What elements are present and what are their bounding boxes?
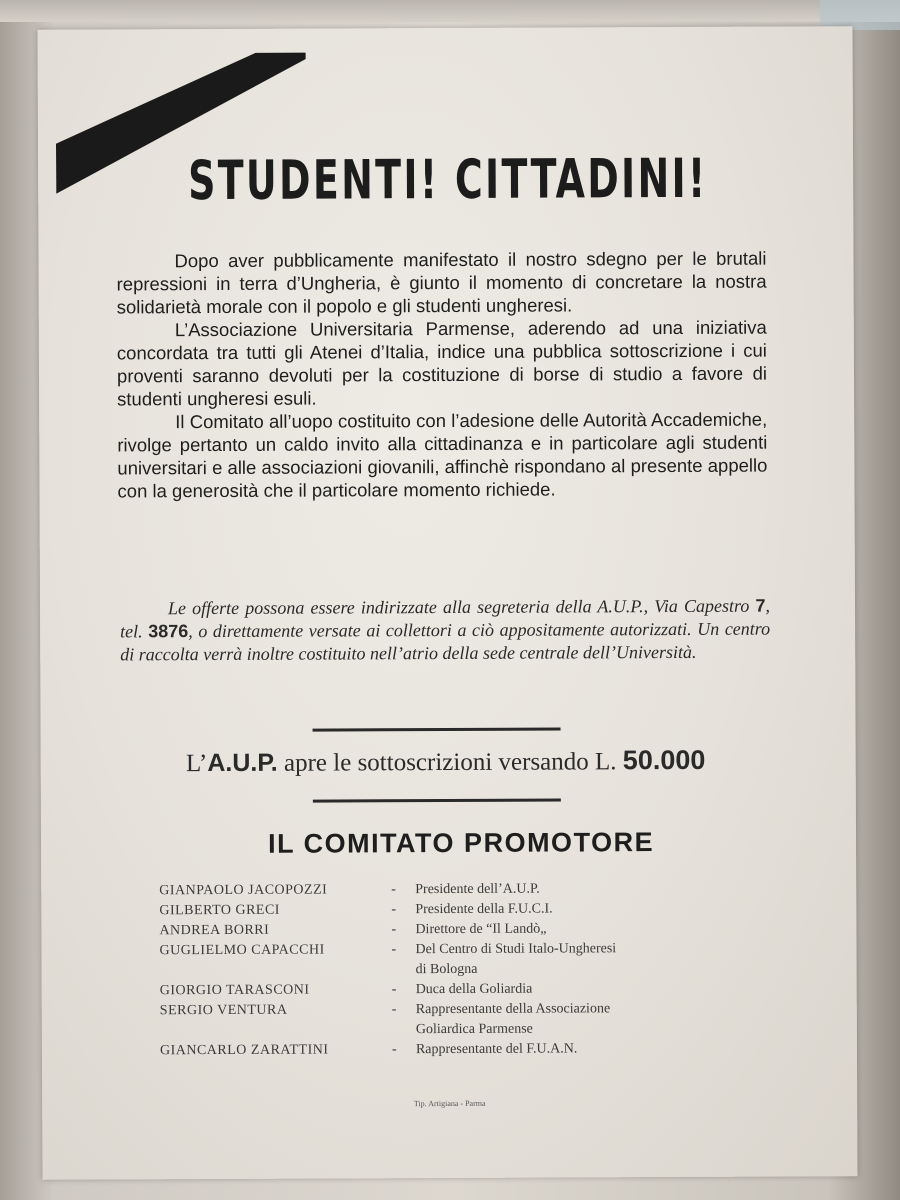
printer-credit: Tip. Artigiana - Parma [413,1098,486,1109]
member-role [415,899,749,920]
role-line: di Bologna [415,961,478,978]
street-number: 7 [755,595,766,616]
list-item [159,899,749,922]
separator: - [391,942,397,958]
poster-sheet [37,26,857,1180]
list-item [159,879,749,902]
role-line: Goliardica Parmense [415,1021,533,1038]
member-role [416,979,750,1000]
role-line: Duca della Goliardia [415,981,533,998]
member-role [416,1039,750,1060]
divider-top [313,728,561,732]
list-item [160,1039,750,1062]
offers-note-text: Le offerte possona essere indirizzate alla segreteria della A.U.P., Via Capestro [167,595,750,619]
pledge-prefix: L’ [185,750,208,778]
separator: - [391,1042,397,1058]
pledge-org: A.U.P. [207,748,278,778]
member-role [415,939,749,980]
list-item [160,979,750,1002]
separator: - [391,902,397,918]
committee-list [159,879,750,1062]
pledge-text: apre le sottoscrizioni versando L. [277,748,623,777]
role-line: Del Centro di Studi Italo-Ungheresi [415,941,617,958]
member-role [415,919,749,940]
pledge-amount: 50.000 [622,744,706,776]
divider-bottom [313,799,561,803]
paragraph: L’Associazione Universitaria Parmense, aderendo ad una iniziativa concordata tra tutti gli Atenei d’Italia, indice una pubblica sottoscrizione i cui proventi saranno devoluti per la costituzione di borse di studio a favore di studenti ungheresi esuli. [116,316,768,410]
role-line: Presidente dell’A.U.P. [415,881,540,898]
page-title: STUDENTI! CITTADINI! [188,146,708,213]
separator: - [391,1002,397,1018]
pledge-line [101,745,791,779]
member-name: ANDREA BORRI [159,922,270,939]
role-line: Rappresentante della Associazione [415,1001,611,1018]
committee-title: IL COMITATO PROMOTORE [267,827,655,859]
member-name: GIANPAOLO JACOPOZZI [159,882,328,899]
member-name: SERGIO VENTURA [159,1002,288,1019]
separator: - [391,922,397,938]
role-line: Rappresentante del F.U.A.N. [415,1041,578,1058]
phone-number: 3876 [148,621,189,642]
paragraph: Il Comitato all’uopo costituito con l’adesione delle Autorità Accademiche, rivolge pertanto un caldo invito alla cittadinanza e in particolare agli studenti universitari e alle associazioni giovanili, affinchè rispondano al presente appello con la generosità che il particolare momento richiede. [117,408,768,502]
offers-note-text: , o direttamente versate ai collettori a ciò appositamente autorizzati. Un centro di raccolta verrà inoltre costituito nell’atrio della sede centrale dell’Università. [120,618,771,665]
separator: - [391,882,396,898]
member-role [416,999,750,1040]
offers-note-text: , tel. [120,595,771,642]
member-role [415,879,749,900]
separator: - [391,982,397,998]
member-name: GUGLIELMO CAPACCHI [159,942,325,959]
list-item [160,999,750,1042]
top-strip [0,0,900,22]
role-line: Direttore de “Il Landò„ [415,921,547,938]
member-name: GILBERTO GRECI [159,902,280,919]
member-name: GIANCARLO ZARATTINI [159,1042,329,1059]
offers-note [120,595,770,667]
paragraph: Dopo aver pubblicamente manifestato il nostro sdegno per le brutali repressioni in terra d’Ungheria, è giunto il momento di concretare la nostra solidarietà morale con il popolo e gli studenti ungheresi. [116,247,767,318]
appeal-body [116,247,767,503]
list-item [159,939,749,982]
list-item [159,919,749,942]
member-name: GIORGIO TARASCONI [159,982,310,999]
role-line: Presidente della F.U.C.I. [415,901,553,918]
